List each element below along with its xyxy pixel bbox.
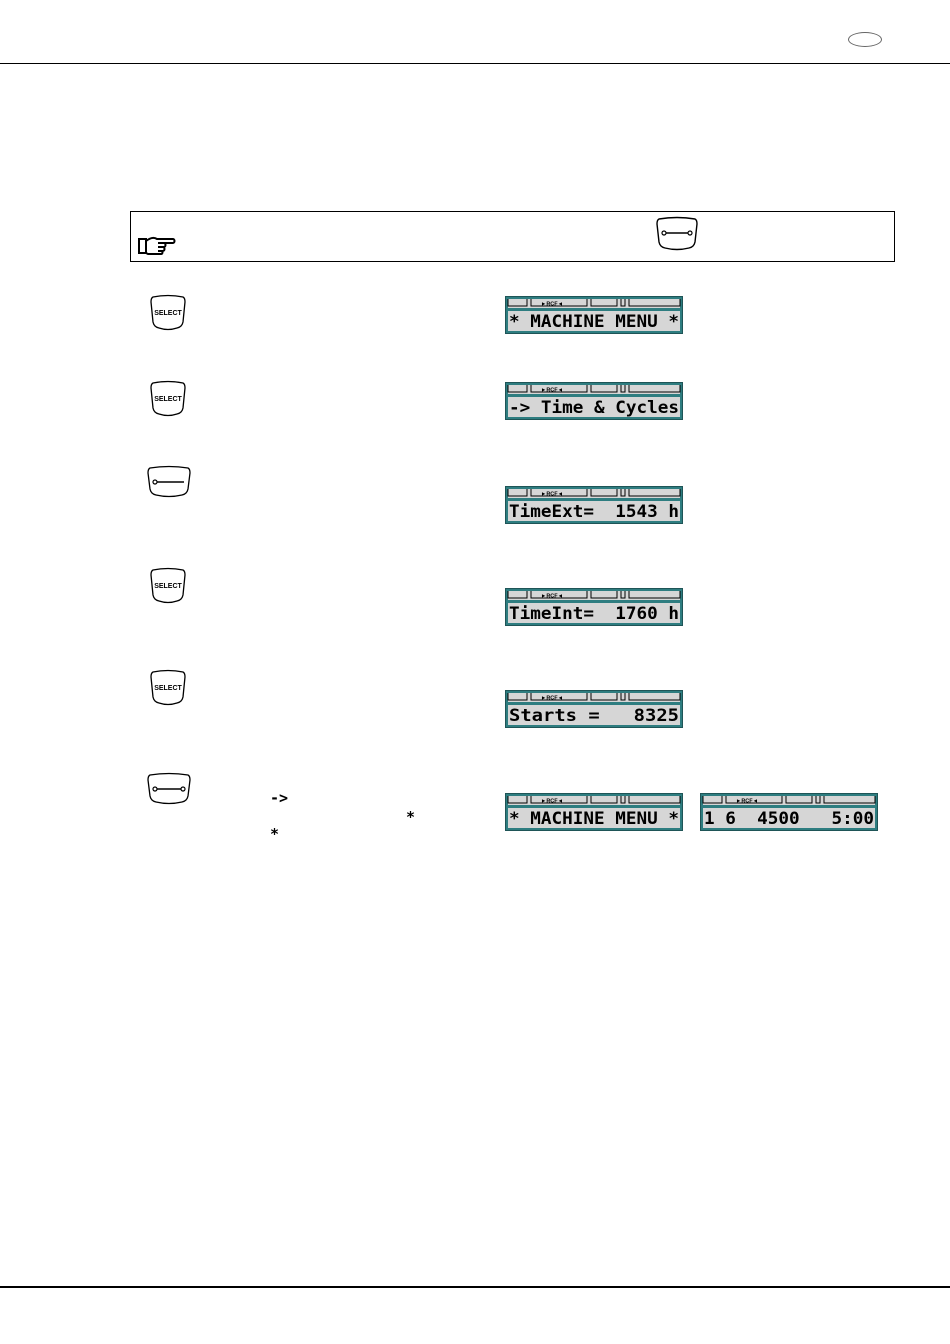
enter-key-icon (655, 216, 699, 252)
lcd-display (505, 793, 683, 831)
lcd-text: Starts = 8325 (509, 706, 679, 725)
lcd-indicator-strip (508, 489, 680, 498)
lcd-display (505, 588, 683, 626)
language-badge (848, 32, 882, 47)
lcd-text: * MACHINE MENU * (509, 312, 679, 331)
select-key-label: SELECT (154, 685, 182, 692)
lcd-rcf-badge: ►RCF◄ (540, 387, 564, 394)
lcd-rcf-badge: ►RCF◄ (735, 798, 759, 805)
lcd-indicator-strip (508, 385, 680, 394)
select-key-label: SELECT (154, 583, 182, 590)
lcd-display (505, 382, 683, 420)
lcd-rcf-badge: ►RCF◄ (540, 491, 564, 498)
lcd-rcf-badge: ►RCF◄ (540, 695, 564, 702)
asterisk-symbol: * (270, 825, 280, 843)
lcd-indicator-strip (508, 796, 680, 805)
asterisk-symbol: * (406, 808, 416, 826)
lcd-indicator-strip (508, 591, 680, 600)
select-key-icon (150, 669, 186, 707)
select-key-icon (150, 294, 186, 332)
lcd-text: * MACHINE MENU * (509, 809, 679, 828)
lcd-text: TimeExt= 1543 h (509, 502, 679, 521)
enter-key-icon (146, 465, 192, 499)
lcd-display (505, 690, 683, 728)
arrow-symbol: -> (270, 789, 289, 807)
select-key-label: SELECT (154, 310, 182, 317)
header-rule (0, 63, 950, 64)
lcd-text: 1 6 4500 5:00 (704, 809, 874, 828)
select-key-label: SELECT (154, 396, 182, 403)
note-box (130, 211, 895, 262)
enter-key-icon (146, 772, 192, 806)
lcd-indicator-strip (703, 796, 875, 805)
lcd-rcf-badge: ►RCF◄ (540, 798, 564, 805)
lcd-indicator-strip (508, 693, 680, 702)
lcd-rcf-badge: ►RCF◄ (540, 593, 564, 600)
select-key-icon (150, 380, 186, 418)
lcd-display (505, 296, 683, 334)
lcd-text: TimeInt= 1760 h (509, 604, 679, 623)
lcd-indicator-strip (508, 299, 680, 308)
lcd-text: -> Time & Cycles (509, 398, 679, 417)
lcd-display (700, 793, 878, 831)
pointing-hand-icon (136, 233, 176, 257)
lcd-display (505, 486, 683, 524)
footer-rule (0, 1286, 950, 1288)
select-key-icon (150, 567, 186, 605)
lcd-rcf-badge: ►RCF◄ (540, 301, 564, 308)
